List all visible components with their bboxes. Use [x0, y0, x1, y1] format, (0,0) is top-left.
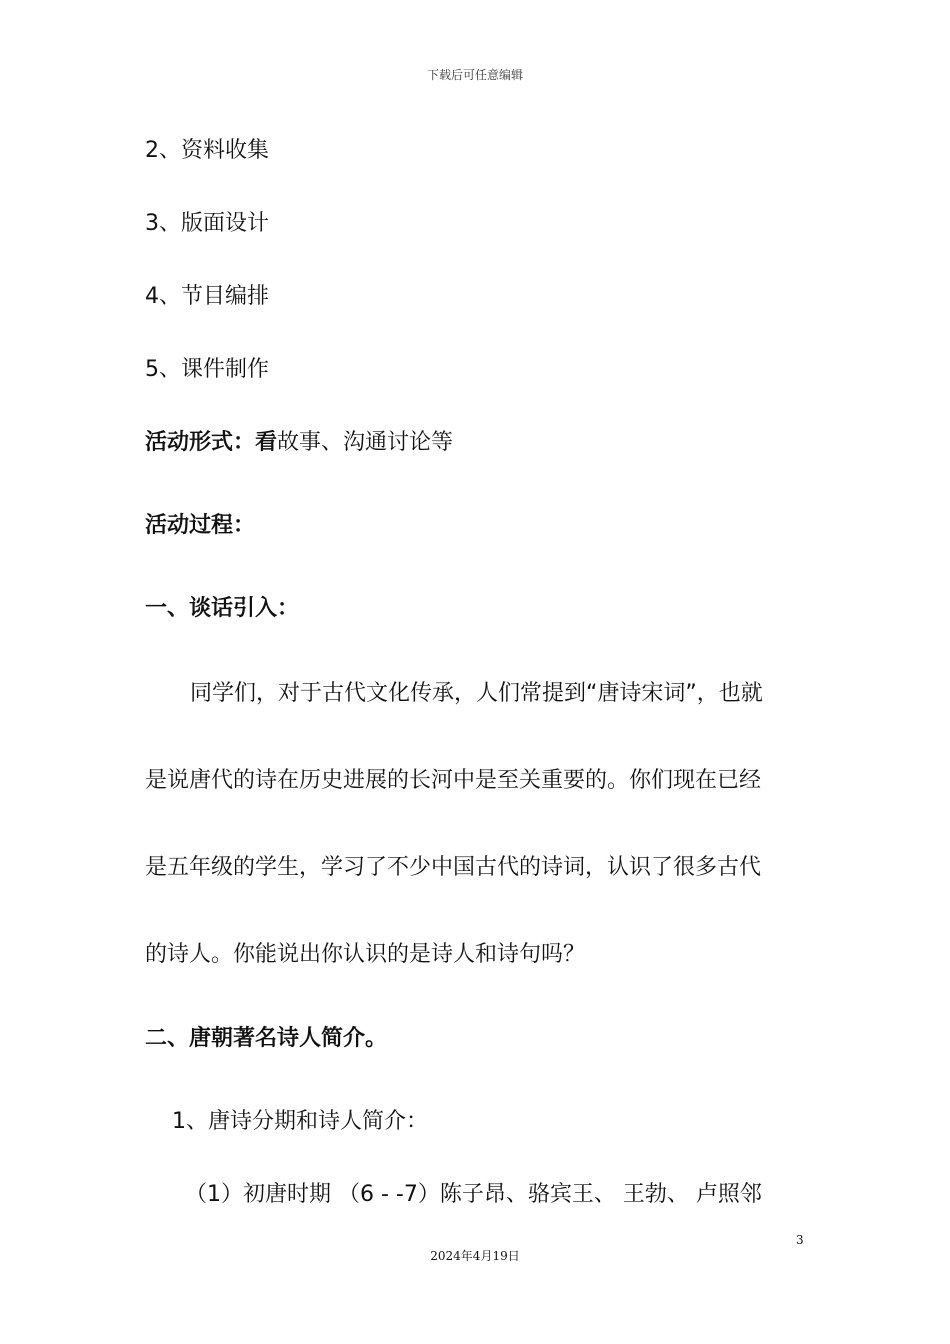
activity-form — [145, 428, 453, 458]
footer-date: 2024年4月19日 — [430, 1249, 520, 1263]
page-header: 下载后可任意编辑 — [426, 68, 523, 82]
activity-form-label: 活动形式：看 — [145, 430, 278, 455]
paragraph-line-3: 是五年级的学生，学习了不少中国古代的诗词，认识了很多古代 — [145, 855, 762, 880]
list-item-data-collection: 2、资料收集 — [145, 138, 269, 163]
page-number: 3 — [796, 1233, 804, 1247]
paragraph-line-4: 的诗人。你能说出你认识的是诗人和诗句吗？ — [145, 942, 586, 967]
early-tang-item: （1）初唐时期 （6 - -7）陈子昂、骆宾王、 王勃、 卢照邻 — [185, 1182, 762, 1207]
list-item-courseware: 5、课件制作 — [145, 357, 269, 382]
paragraph-line-1: 同学们，对于古代文化传承，人们常提到“唐诗宋词”，也就 — [190, 681, 763, 706]
activity-form-value: 故事、沟通讨论等 — [277, 430, 454, 455]
activity-process-heading: 活动过程： — [145, 513, 256, 538]
list-item-layout-design: 3、版面设计 — [145, 211, 269, 236]
subsection-title: 1、唐诗分期和诗人简介： — [172, 1109, 428, 1134]
section-2-title: 二、唐朝著名诗人简介。 — [145, 1026, 388, 1051]
section-1-title: 一、谈话引入： — [145, 596, 300, 621]
paragraph-line-2: 是说唐代的诗在历史进展的长河中是至关重要的。你们现在已经 — [145, 768, 762, 793]
list-item-program-arrangement: 4、节目编排 — [145, 284, 269, 309]
